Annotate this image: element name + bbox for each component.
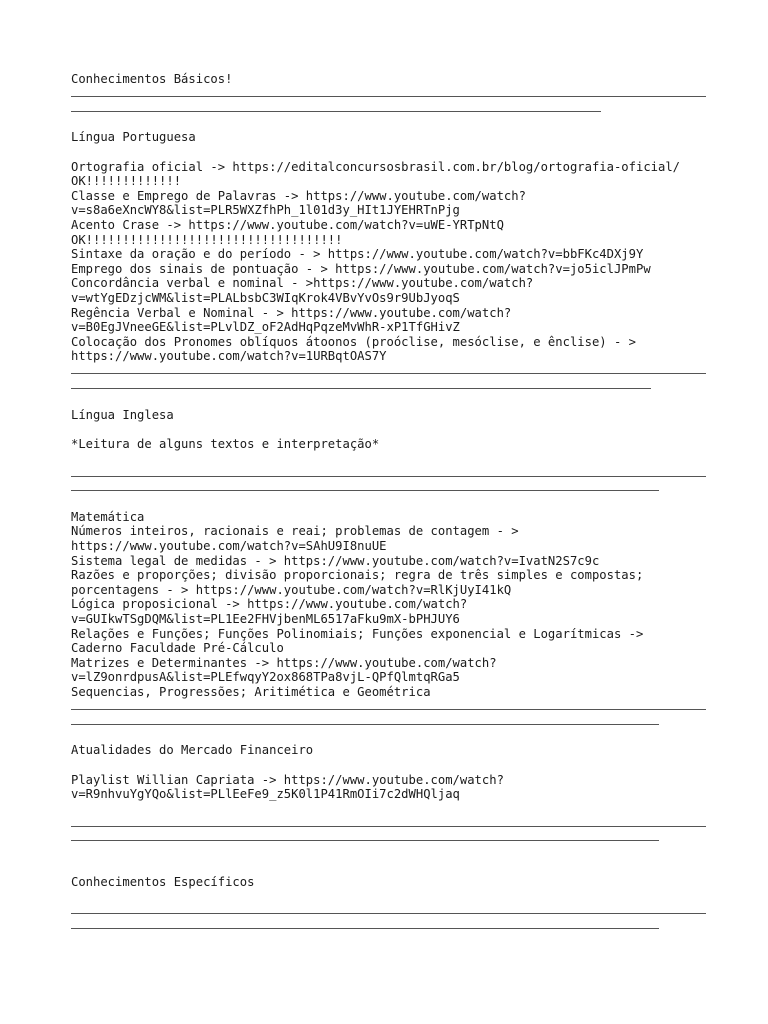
- content-line: Números inteiros, racionais e reai; problemas de contagem - >: [71, 524, 519, 539]
- divider: [71, 904, 701, 919]
- section-title-basicos: Conhecimentos Básicos!: [71, 72, 233, 86]
- content-line: OK!!!!!!!!!!!!!!!!!!!!!!!!!!!!!!!!!!!: [71, 232, 343, 247]
- content-line: Sistema legal de medidas - > https://www.youtube.com/watch?v=IvatN2S7c9c: [71, 553, 600, 568]
- content-line: Matrizes e Determinantes -> https://www.youtube.com/watch?: [71, 655, 497, 670]
- section-title-portugues: Língua Portuguesa: [71, 130, 196, 145]
- section-title-mercado: Atualidades do Mercado Financeiro: [71, 743, 314, 758]
- content-line: https://www.youtube.com/watch?v=1URBqtOAS7Y: [71, 349, 387, 364]
- document-body: [71, 72, 701, 933]
- content-line: Acento Crase -> https://www.youtube.com/watch?v=uWE-YRTpNtQ: [71, 217, 504, 232]
- content-line: Emprego dos sinais de pontuação - > https://www.youtube.com/watch?v=jo5iclJPmPw: [71, 261, 651, 276]
- content-line: v=GUIkwTSgDQM&list=PL1Ee2FHVjbenML6517aFku9mX-bPHJUY6: [71, 611, 460, 626]
- content-line: Concordância verbal e nominal - >https://www.youtube.com/watch?: [71, 276, 534, 291]
- content-line: OK!!!!!!!!!!!!!: [71, 174, 182, 189]
- content-line: porcentagens - > https://www.youtube.com/watch?v=RlKjUyI41kQ: [71, 582, 512, 597]
- content-line: Classe e Emprego de Palavras -> https://www.youtube.com/watch?: [71, 188, 526, 203]
- content-line: v=R9nhvuYgYQo&list=PLlEeFe9_z5K0l1P41RmOIi7c2dWHQljaq: [71, 787, 460, 802]
- content-line: https://www.youtube.com/watch?v=SAhU9I8nuUE: [71, 539, 387, 553]
- content-line: Colocação dos Pronomes oblíquos átoonos (proóclise, mesóclise, e ênclise) - >: [71, 334, 636, 349]
- content-line: Lógica proposicional -> https://www.youtube.com/watch?: [71, 597, 468, 612]
- divider: [71, 364, 701, 379]
- divider: [71, 87, 701, 102]
- content-line: v=wtYgEDzjcWM&list=PLALbsbC3WIqKrok4VBvYvOs9r9UbJyoqS: [71, 290, 460, 305]
- divider: [71, 831, 701, 846]
- section-title-matematica: Matemática: [71, 509, 145, 524]
- divider: [71, 816, 701, 831]
- divider: [71, 918, 701, 933]
- content-line: Regência Verbal e Nominal - > https://www.youtube.com/watch?: [71, 305, 512, 320]
- content-line: Sintaxe da oração e do período - > https://www.youtube.com/watch?v=bbFKc4DXj9Y: [71, 247, 644, 262]
- content-line: Playlist Willian Capriata -> https://www.youtube.com/watch?: [71, 772, 504, 787]
- divider: [71, 101, 701, 116]
- content-line: Caderno Faculdade Pré-Cálculo: [71, 641, 284, 656]
- divider: [71, 378, 701, 393]
- content-line: v=lZ9onrdpusA&list=PLEfwqyY2ox868TPa8vjL-QPfQlmtqRGa5: [71, 670, 460, 685]
- content-line: Razões e proporções; divisão proporcionais; regra de três simples e compostas;: [71, 568, 644, 583]
- content-line: *Leitura de alguns textos e interpretação*: [71, 436, 380, 451]
- divider: [71, 700, 701, 715]
- content-line: Sequencias, Progressões; Aritimética e Geométrica: [71, 684, 431, 699]
- divider: [71, 714, 701, 729]
- content-line: Relações e Funções; Funções Polinomiais; Funções exponencial e Logarítmicas ->: [71, 626, 644, 641]
- section-title-especificos: Conhecimentos Específicos: [71, 874, 255, 889]
- divider: [71, 481, 701, 496]
- divider: [71, 466, 701, 481]
- section-title-ingles: Língua Inglesa: [71, 407, 174, 422]
- content-line: Ortografia oficial -> https://editalconcursosbrasil.com.br/blog/ortografia-oficial/: [71, 159, 681, 174]
- content-line: v=B0EgJVneeGE&list=PLvlDZ_oF2AdHqPqzeMvWhR-xP1TfGHivZ: [71, 320, 460, 335]
- content-line: v=s8a6eXncWY8&list=PLR5WXZfhPh_1l01d3y_HIt1JYEHRTnPjg: [71, 203, 460, 218]
